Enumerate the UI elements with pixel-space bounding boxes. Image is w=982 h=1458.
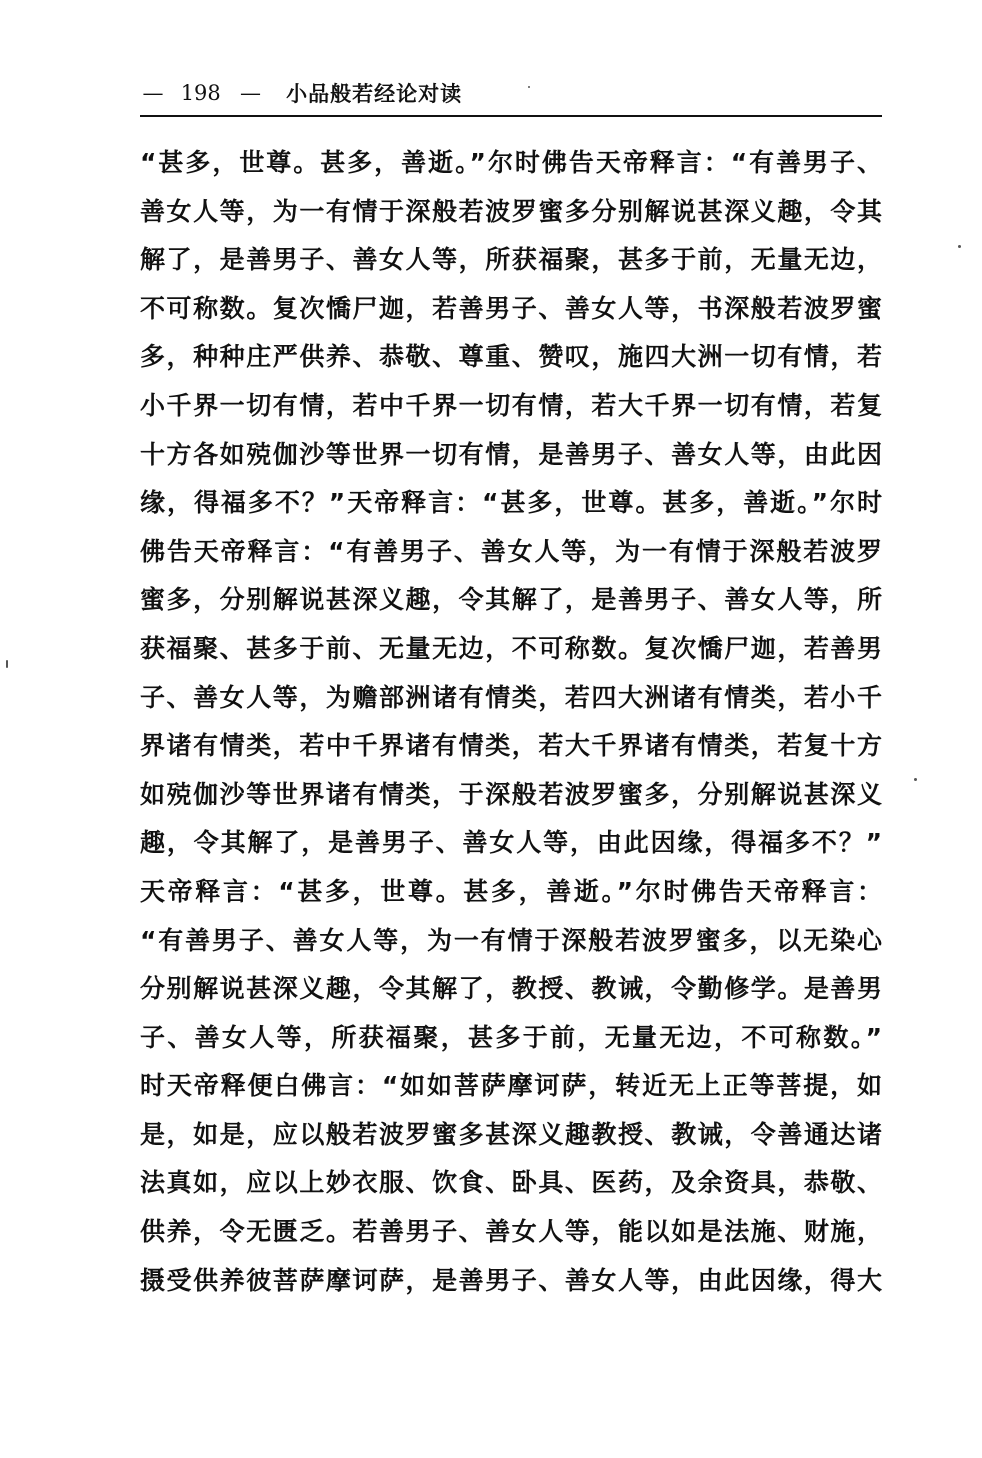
text-line: 摄受供养彼菩萨摩诃萨，是善男子、善女人等，由此因缘，得大 [140, 1265, 882, 1295]
text-line: 法真如，应以上妙衣服、饮食、卧具、医药，及余资具，恭敬、 [140, 1168, 882, 1198]
text-line: 天帝释言：“甚多，世尊。甚多，善逝。”尔时佛告天帝释言： [140, 876, 882, 906]
text-line: 蜜多，分别解说甚深义趣，令其解了，是善男子、善女人等，所 [140, 585, 882, 615]
text-line: 善女人等，为一有情于深般若波罗蜜多分别解说甚深义趣，令其 [140, 196, 882, 226]
text-line: 小千界一切有情，若中千界一切有情，若大千界一切有情，若复 [140, 390, 882, 420]
text-line: 分别解说甚深义趣，令其解了，教授、教诫，令勤修学。是善男 [140, 974, 882, 1004]
header-rule [140, 115, 882, 117]
scan-speck [6, 660, 8, 668]
scan-speck [528, 86, 530, 88]
text-line: 多，种种庄严供养、恭敬、尊重、赞叹，施四大洲一切有情，若 [140, 342, 882, 372]
text-line: “甚多，世尊。甚多，善逝。”尔时佛告天帝释言：“有善男子、 [140, 148, 882, 177]
text-line: 获福聚、甚多于前、无量无边，不可称数。复次憍尸迦，若善男 [140, 633, 882, 663]
scan-speck [914, 778, 917, 781]
book-title: 小品般若经论对读 [286, 81, 463, 106]
text-line: 子、善女人等，为赡部洲诸有情类，若四大洲诸有情类，若小千 [140, 682, 882, 712]
text-line: 解了，是善男子、善女人等，所获福聚，甚多于前，无量无边， [140, 245, 882, 275]
text-line: 时天帝释便白佛言：“如如菩萨摩诃萨，转近无上正等菩提，如 [140, 1071, 882, 1101]
text-line: 界诸有情类，若中千界诸有情类，若大千界诸有情类，若复十方 [140, 731, 882, 761]
body-text [140, 139, 882, 1305]
text-line: 缘，得福多不？”天帝释言：“甚多，世尊。甚多，善逝。”尔时 [140, 488, 882, 518]
text-line: 如殑伽沙等世界诸有情类，于深般若波罗蜜多，分别解说甚深义 [140, 779, 882, 809]
text-line: 是，如是，应以般若波罗蜜多甚深义趣教授、教诫，令善通达诸 [140, 1119, 882, 1149]
text-line: 不可称数。复次憍尸迦，若善男子、善女人等，书深般若波罗蜜 [140, 293, 882, 323]
running-header [140, 78, 880, 112]
text-line: 趣，令其解了，是善男子、善女人等，由此因缘，得福多不？” [140, 828, 882, 858]
scan-speck [958, 245, 961, 248]
text-line: 子、善女人等，所获福聚，甚多于前，无量无边，不可称数。” [140, 1022, 882, 1052]
header-dash-left: — [142, 81, 164, 105]
page-number: 198 [180, 81, 221, 105]
text-line: 十方各如殑伽沙等世界一切有情，是善男子、善女人等，由此因 [140, 439, 882, 469]
header-dash-right: — [239, 81, 261, 105]
text-line: “有善男子、善女人等，为一有情于深般若波罗蜜多，以无染心 [140, 925, 882, 955]
text-line: 佛告天帝释言：“有善男子、善女人等，为一有情于深般若波罗 [140, 536, 882, 566]
text-line: 供养，令无匮乏。若善男子、善女人等，能以如是法施、财施， [140, 1217, 882, 1247]
